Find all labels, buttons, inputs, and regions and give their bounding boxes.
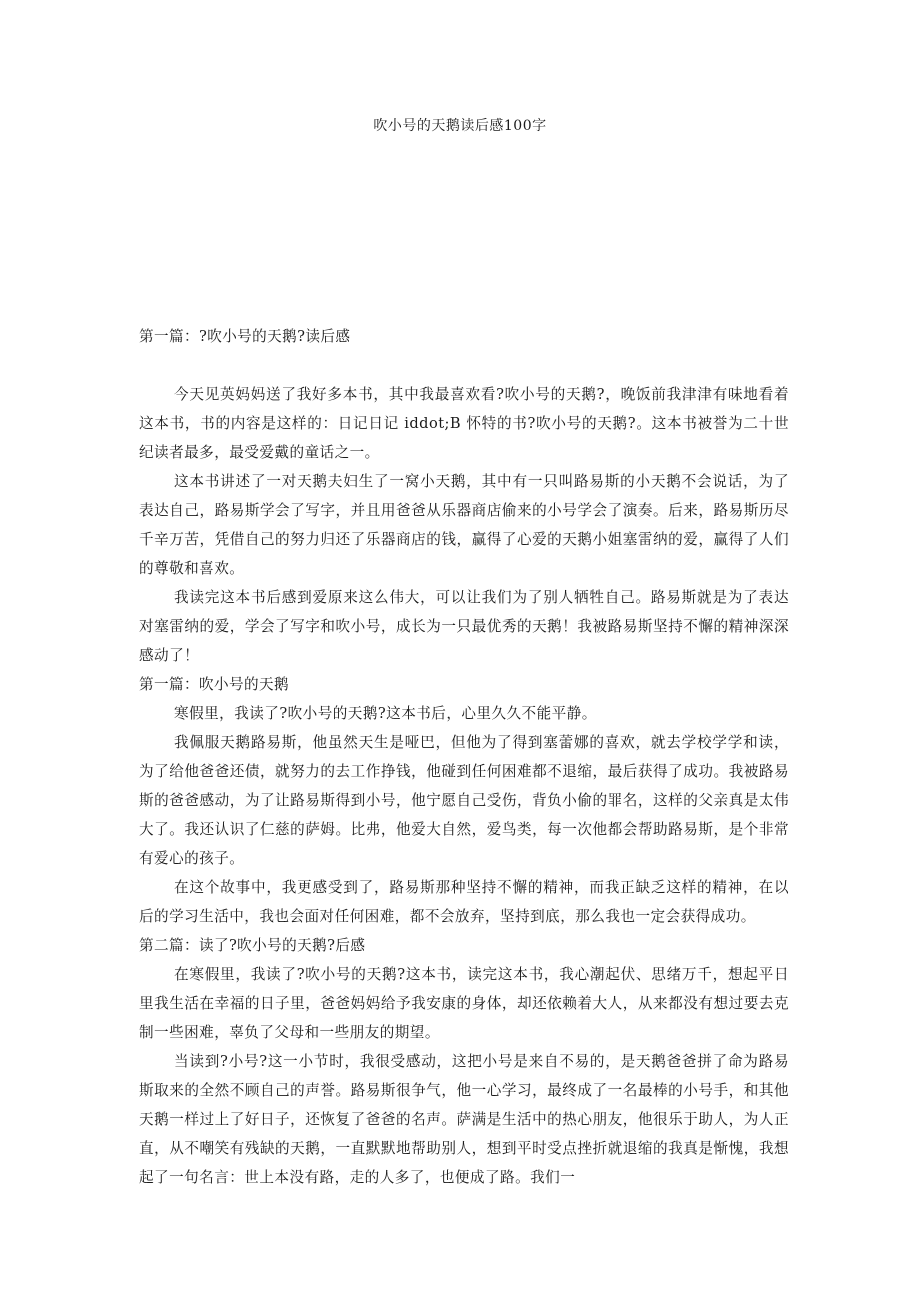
paragraph: 寒假里，我读了?吹小号的天鹅?这本书后，心里久久不能平静。 xyxy=(174,705,597,722)
section-2 xyxy=(139,670,789,931)
paragraph: 在这个故事中，我更感受到了，路易斯那种坚持不懈的精神，而我正缺乏这样的精神，在以后的学习生活中，我也会面对任何困难，都不会放弃，坚持到底，那么我也一定会获得成功。 xyxy=(139,879,789,925)
paragraph: 我读完这本书后感到爱原来这么伟大，可以让我们为了别人牺牲自己。路易斯就是为了表达对塞雷纳的爱，学会了写字和吹小号，成长为一只最优秀的天鹅！我被路易斯坚持不懈的精神深深感动了！ xyxy=(139,589,789,664)
section-3 xyxy=(139,931,789,1192)
document-title: 吹小号的天鹅读后感100字 xyxy=(373,118,547,134)
section-heading: 第二篇：读了?吹小号的天鹅?后感 xyxy=(139,937,366,954)
paragraph: 这本书讲述了一对天鹅夫妇生了一窝小天鹅，其中有一只叫路易斯的小天鹅不会说话，为了表达自己，路易斯学会了写字，并且用爸爸从乐器商店偷来的小号学会了演奏。后来，路易斯历尽千辛万苦，凭借自己的努力归还了乐器商店的钱，赢得了心爱的天鹅小姐塞雷纳的爱，赢得了人们的尊敬和喜欢。 xyxy=(139,473,789,577)
section-1 xyxy=(139,322,789,670)
section-heading: 第一篇：?吹小号的天鹅?读后感 xyxy=(139,328,351,345)
paragraph: 今天见英妈妈送了我好多本书，其中我最喜欢看?吹小号的天鹅?，晚饭前我津津有味地看着这本书，书的内容是这样的：日记日记 iddot;B 怀特的书?吹小号的天鹅?。这本书被誉为二十世纪读者最多，最受爱戴的童话之一。 xyxy=(139,386,789,461)
paragraph: 当读到?小号?这一小节时，我很受感动，这把小号是来自不易的，是天鹅爸爸拼了命为路易斯取来的全然不顾自己的声誉。路易斯很争气，他一心学习，最终成了一名最棒的小号手，和其他天鹅一样过上了好日子，还恢复了爸爸的名声。萨满是生活中的热心朋友，他很乐于助人，为人正直，从不嘲笑有残缺的天鹅，一直默默地帮助别人，想到平时受点挫折就退缩的我真是惭愧，我想起了一句名言：世上本没有路，走的人多了，也便成了路。我们一 xyxy=(139,1053,789,1186)
paragraph: 在寒假里，我读了?吹小号的天鹅?这本书，读完这本书，我心潮起伏、思绪万千，想起平日里我生活在幸福的日子里，爸爸妈妈给予我安康的身体，却还依赖着大人，从来都没有想过要去克制一些困难，辜负了父母和一些朋友的期望。 xyxy=(139,966,789,1041)
section-heading: 第一篇：吹小号的天鹅 xyxy=(139,676,289,693)
document-body xyxy=(139,322,789,1192)
paragraph: 我佩服天鹅路易斯，他虽然天生是哑巴，但他为了得到塞蕾娜的喜欢，就去学校学学和读，为了给他爸爸还债，就努力的去工作挣钱，他碰到任何困难都不退缩，最后获得了成功。我被路易斯的爸爸感动，为了让路易斯得到小号，他宁愿自己受伤，背负小偷的罪名，这样的父亲真是太伟大了。我还认识了仁慈的萨姆。比弗，他爱大自然，爱鸟类，每一次他都会帮助路易斯，是个非常有爱心的孩子。 xyxy=(139,734,789,867)
